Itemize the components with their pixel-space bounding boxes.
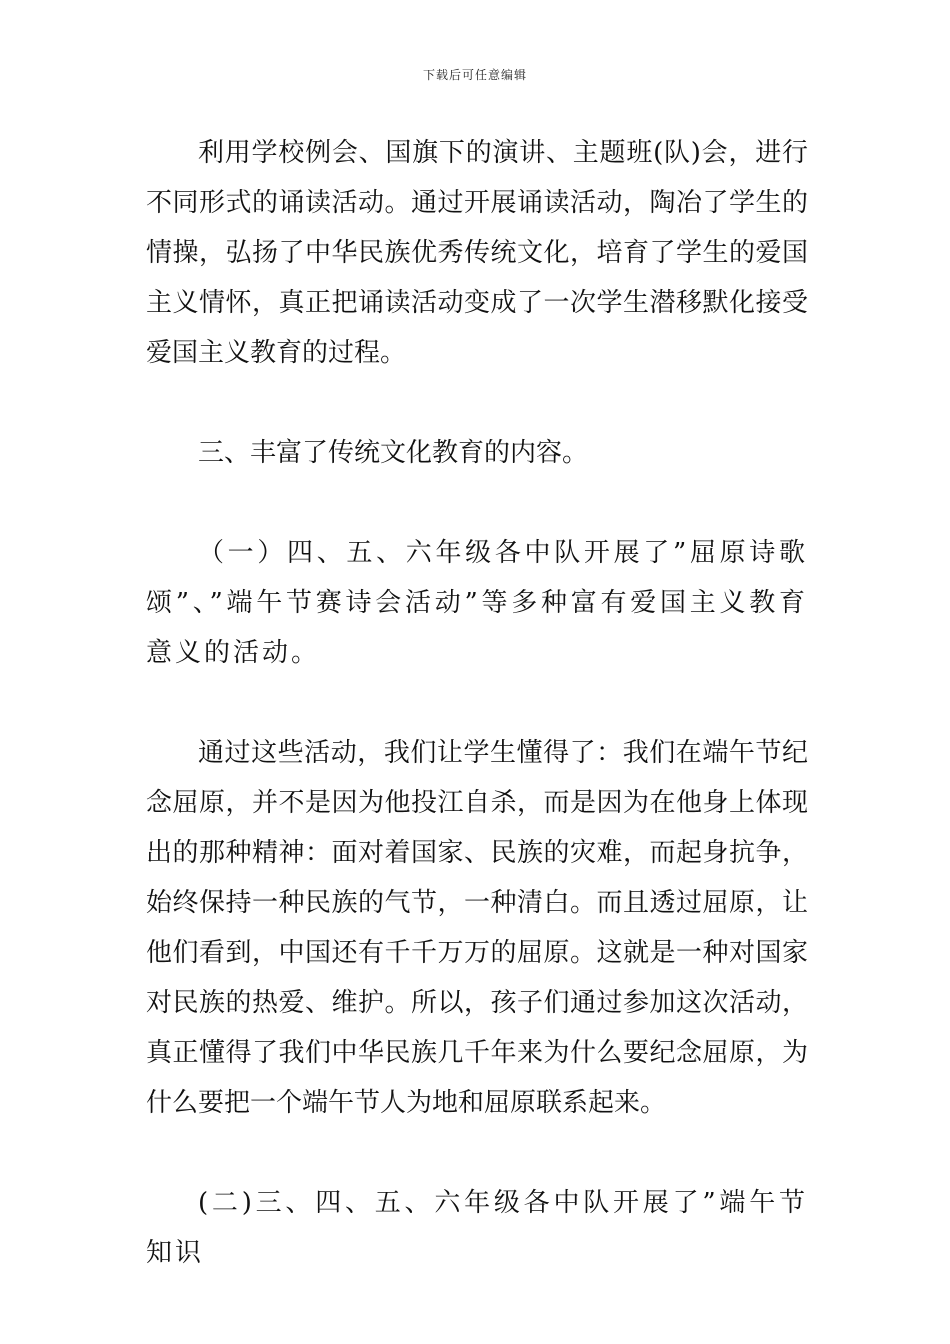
paragraph-item-one: （一）四、五、六年级各中队开展了”屈原诗歌颂”、”端午节赛诗会活动”等多种富有爱国主义教育意义的活动。	[146, 538, 808, 668]
paragraph-qu-yuan-spirit: 通过这些活动，我们让学生懂得了：我们在端午节纪念屈原，并不是因为他投江自杀，而是因为在他身上体现出的那种精神：面对着国家、民族的灾难，而起身抗争，始终保持一种民族的气节，一种清白。而且透过屈原，让他们看到，中国还有千千万万的屈原。这就是一种对国家对民族的热爱、维护。所以，孩子们通过参加这次活动，真正懂得了我们中华民族几千年来为什么要纪念屈原，为什么要把一个端午节人为地和屈原联系起来。	[146, 738, 808, 1118]
section-heading-three: 三、丰富了传统文化教育的内容。	[198, 438, 589, 468]
paragraph-spacer	[146, 478, 808, 528]
paragraph-spacer	[146, 1128, 808, 1178]
page-header-note: 下载后可任意编辑	[422, 68, 527, 82]
paragraph-recitation-activities: 利用学校例会、国旗下的演讲、主题班(队)会，进行不同形式的诵读活动。通过开展诵读活动，陶冶了学生的情操，弘扬了中华民族优秀传统文化，培育了学生的爱国主义情怀，真正把诵读活动变成了一次学生潜移默化接受爱国主义教育的过程。	[146, 138, 808, 368]
paragraph-spacer	[146, 678, 808, 728]
paragraph-spacer	[146, 378, 808, 428]
paragraph-item-two: (二)三、四、五、六年级各中队开展了”端午节知识	[146, 1188, 808, 1268]
document-body	[146, 128, 808, 1278]
